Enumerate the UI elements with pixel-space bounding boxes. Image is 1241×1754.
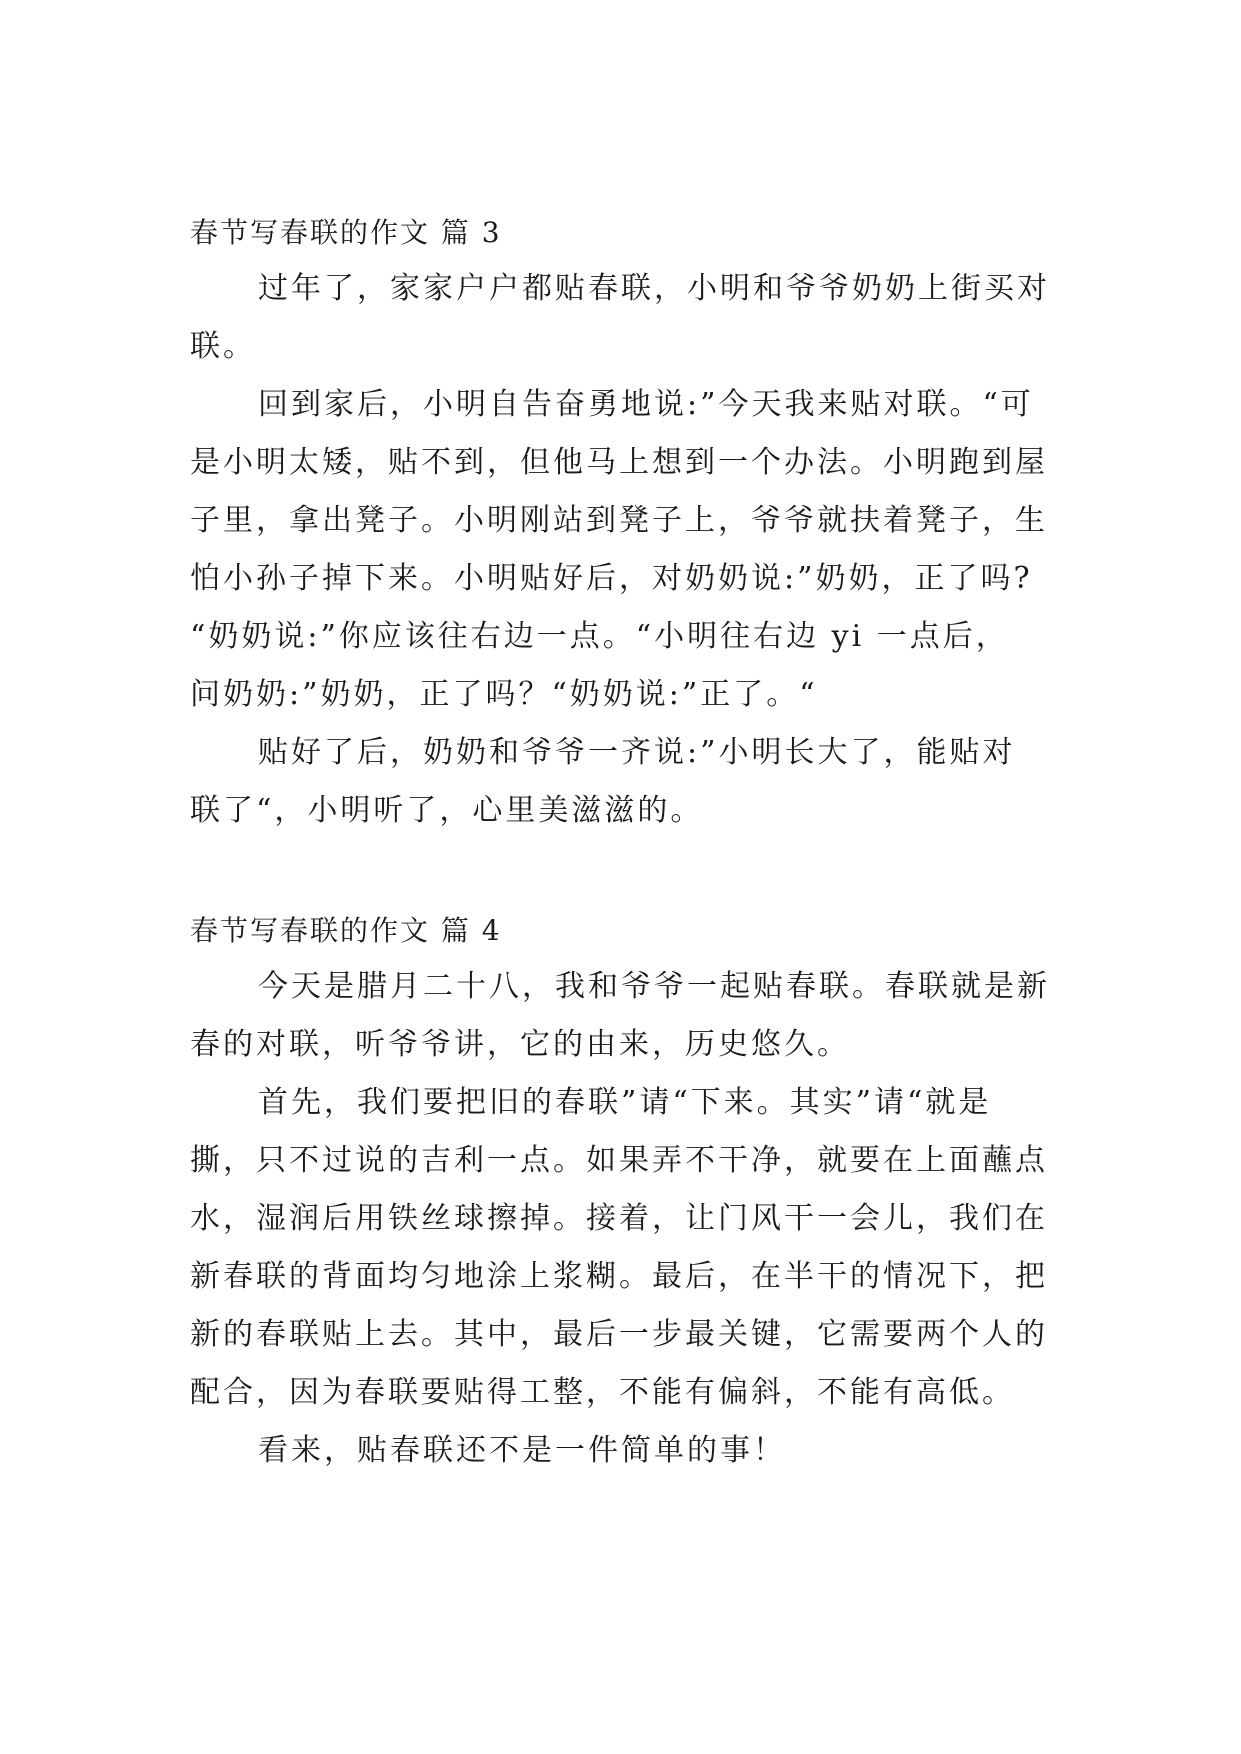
essay-section-4 [190, 916, 1070, 1480]
text-line: 今天是腊月二十八，我和爷爷一起贴春联。春联就是新 [258, 969, 1050, 1004]
paragraph [190, 260, 1070, 376]
paragraph [190, 1074, 1070, 1422]
text-line: 撕，只不过说的吉利一点。如果弄不干净，就要在上面蘸点 [190, 1143, 1048, 1178]
text-line: 问奶奶:”奶奶，正了吗？“奶奶说:”正了。“ [190, 677, 818, 712]
text-line: 过年了，家家户户都贴春联，小明和爷爷奶奶上街买对 [258, 271, 1050, 306]
text-line: 水，湿润后用铁丝球擦掉。接着，让门风干一会儿，我们在 [190, 1201, 1048, 1236]
text-line: 联了“，小明听了，心里美滋滋的。 [190, 793, 704, 828]
text-line: “奶奶说:”你应该往右边一点。“小明往右边 yi 一点后， [190, 619, 1009, 654]
text-line: 新的春联贴上去。其中，最后一步最关键，它需要两个人的 [190, 1317, 1048, 1352]
essay-section-3 [190, 218, 1070, 840]
paragraph [190, 724, 1070, 840]
text-line: 新春联的背面均匀地涂上浆糊。最后，在半干的情况下，把 [190, 1259, 1048, 1294]
text-line: 配合，因为春联要贴得工整，不能有偏斜，不能有高低。 [190, 1375, 1015, 1410]
text-line: 贴好了后，奶奶和爷爷一齐说:”小明长大了，能贴对 [258, 735, 1016, 770]
text-line: 怕小孙子掉下来。小明贴好后，对奶奶说:”奶奶，正了吗? [190, 561, 1033, 596]
text-line: 首先，我们要把旧的春联”请“下来。其实”请“就是 [258, 1085, 992, 1120]
text-line: 是小明太矮，贴不到，但他马上想到一个办法。小明跑到屋 [190, 445, 1048, 480]
text-line: 子里，拿出凳子。小明刚站到凳子上，爷爷就扶着凳子，生 [190, 503, 1048, 538]
section-heading: 春节写春联的作文 篇 4 [190, 914, 502, 947]
text-line: 看来，贴春联还不是一件简单的事！ [258, 1433, 786, 1468]
paragraph [190, 958, 1070, 1074]
section-heading: 春节写春联的作文 篇 3 [190, 216, 502, 249]
paragraph [190, 1422, 1070, 1480]
text-line: 回到家后，小明自告奋勇地说:”今天我来贴对联。“可 [258, 387, 1034, 422]
text-line: 春的对联，听爷爷讲，它的由来，历史悠久。 [190, 1027, 850, 1062]
text-line: 联。 [190, 329, 256, 364]
paragraph [190, 376, 1070, 724]
